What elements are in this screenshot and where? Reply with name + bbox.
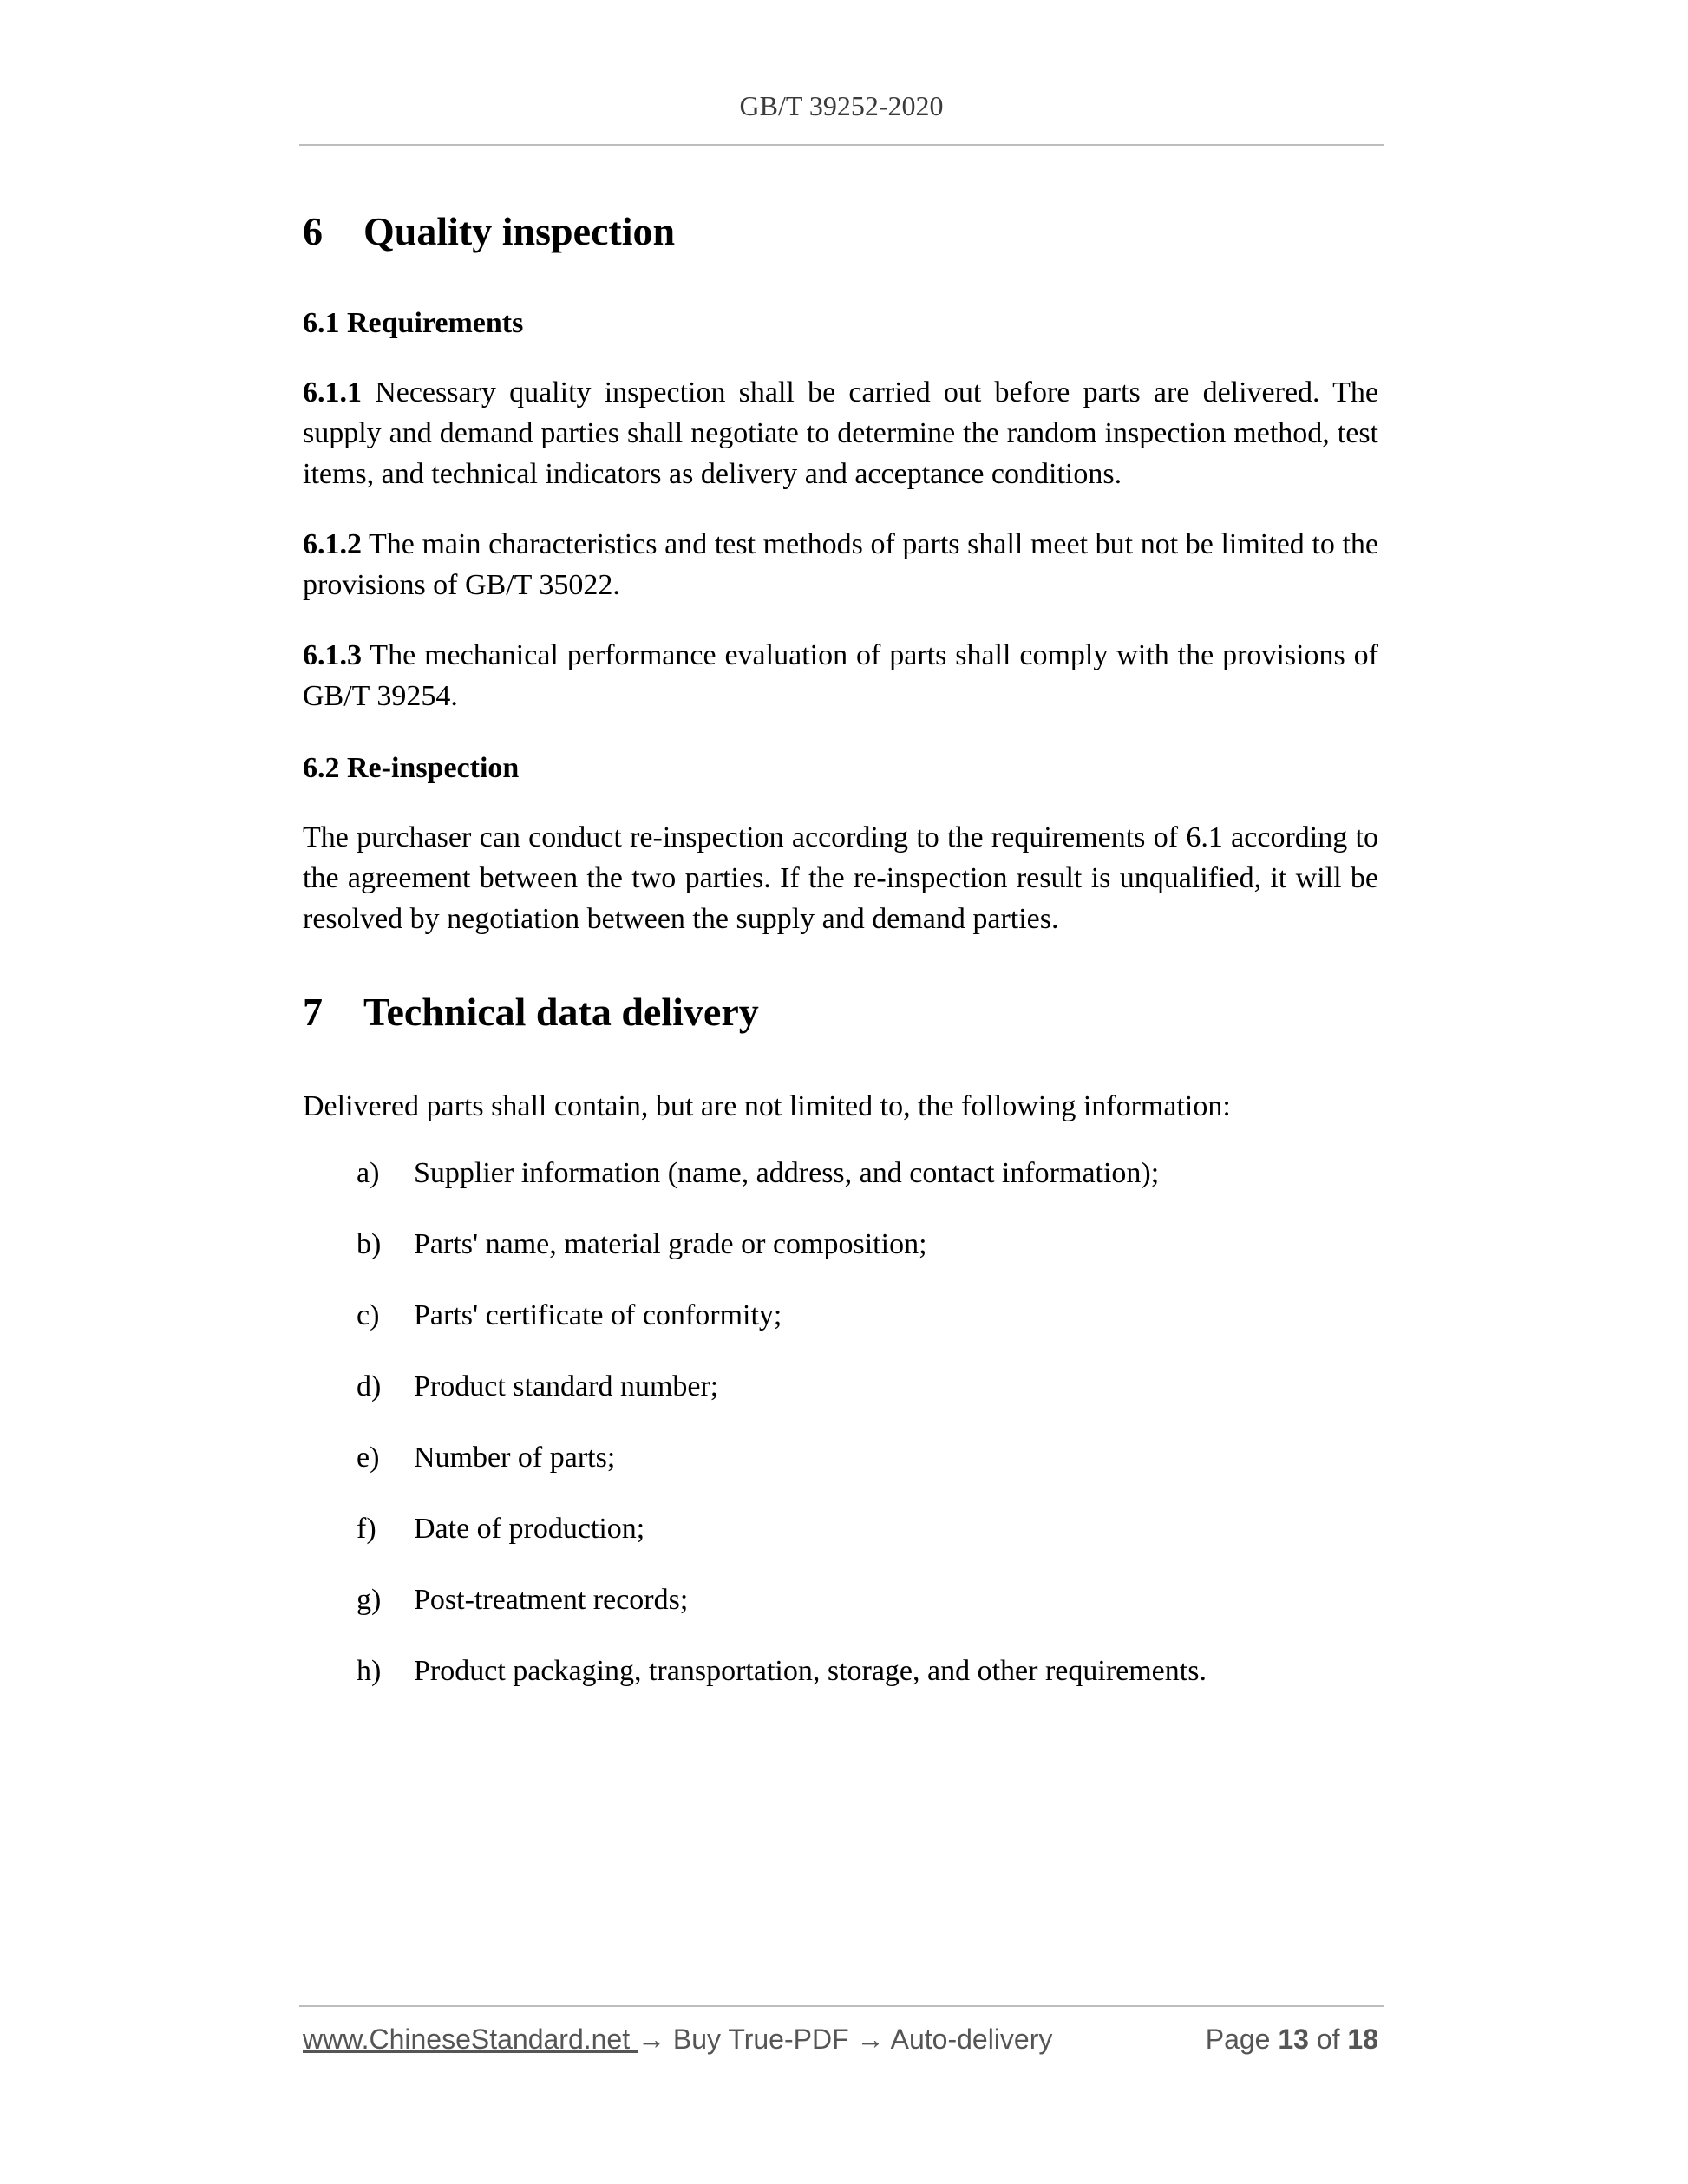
- footer-divider: [299, 2005, 1384, 2007]
- list-item-marker: b): [357, 1228, 382, 1260]
- list-item-text: Product packaging, transportation, storage, and other requirements.: [414, 1655, 1207, 1687]
- section-7-heading: [303, 989, 759, 1035]
- list-item: [357, 1299, 782, 1332]
- page-current: 13: [1278, 2024, 1309, 2055]
- list-item: [357, 1157, 1159, 1190]
- list-item: [357, 1442, 615, 1475]
- list-item-marker: h): [357, 1655, 382, 1687]
- clause-6-1-3: [303, 635, 1378, 716]
- footer-purchase-text: → Buy True-PDF → Auto-delivery: [638, 2024, 1053, 2055]
- header-divider: [299, 144, 1384, 146]
- list-item-text: Number of parts;: [414, 1442, 616, 1474]
- section-7-number: 7: [303, 990, 323, 1034]
- clause-6-1-1-number: 6.1.1: [303, 376, 362, 409]
- list-item-text: Parts' name, material grade or composition;: [414, 1228, 927, 1260]
- section-6-title: Quality inspection: [363, 209, 676, 253]
- page-total: 18: [1347, 2024, 1378, 2055]
- list-item-marker: d): [357, 1370, 382, 1403]
- list-item-marker: e): [357, 1442, 380, 1474]
- section-6-1-heading: 6.1 Requirements: [303, 307, 524, 339]
- list-item-text: Parts' certificate of conformity;: [414, 1299, 782, 1331]
- clause-6-1-3-number: 6.1.3: [303, 639, 362, 671]
- clause-6-1-1-text: Necessary quality inspection shall be carried out before parts are delivered. The supply and demand parties shall negotiate to determine the random inspection method, test items, and technical indicators as delivery and acceptance conditions.: [303, 376, 1378, 490]
- list-item-marker: a): [357, 1157, 380, 1189]
- clause-6-1-2: [303, 524, 1378, 605]
- clause-6-1-2-text: The main characteristics and test methods of parts shall meet but not be limited to the provisions of GB/T 35022.: [303, 528, 1378, 601]
- document-id-header: GB/T 39252-2020: [739, 90, 944, 121]
- list-item: [357, 1228, 927, 1261]
- section-6-2-heading: 6.2 Re-inspection: [303, 752, 520, 784]
- section-7-intro: Delivered parts shall contain, but are not limited to, the following information:: [303, 1090, 1231, 1122]
- list-item-marker: f): [357, 1513, 376, 1545]
- clause-6-1-2-number: 6.1.2: [303, 528, 362, 560]
- clause-6-2-text: The purchaser can conduct re-inspection according to the requirements of 6.1 according to the agreement between the two parties. If the re-inspection result is unqualified, it will be resolved by negotiation between the supply and demand parties.: [303, 821, 1378, 935]
- list-item-marker: g): [357, 1584, 382, 1616]
- clause-6-1-1: [303, 372, 1378, 494]
- list-item: [357, 1584, 688, 1617]
- list-item-text: Post-treatment records;: [414, 1584, 689, 1616]
- section-7-title: Technical data delivery: [363, 990, 759, 1034]
- list-item-text: Supplier information (name, address, and contact information);: [414, 1157, 1160, 1189]
- page-label: Page: [1205, 2024, 1271, 2055]
- page-of-label: of: [1316, 2024, 1340, 2055]
- page-indicator: [1206, 2024, 1378, 2056]
- list-item-marker: c): [357, 1299, 380, 1331]
- list-item: [357, 1370, 718, 1403]
- page-footer: [303, 2024, 1378, 2056]
- website-link[interactable]: www.ChineseStandard.net: [303, 2024, 638, 2055]
- section-6-heading: [303, 208, 675, 254]
- list-item: [357, 1655, 1207, 1688]
- section-6-number: 6: [303, 209, 323, 253]
- list-item-text: Date of production;: [414, 1513, 645, 1545]
- list-item: [357, 1513, 644, 1546]
- clause-6-1-3-text: The mechanical performance evaluation of parts shall comply with the provisions of GB/T 39254.: [303, 639, 1378, 712]
- list-item-text: Product standard number;: [414, 1370, 719, 1403]
